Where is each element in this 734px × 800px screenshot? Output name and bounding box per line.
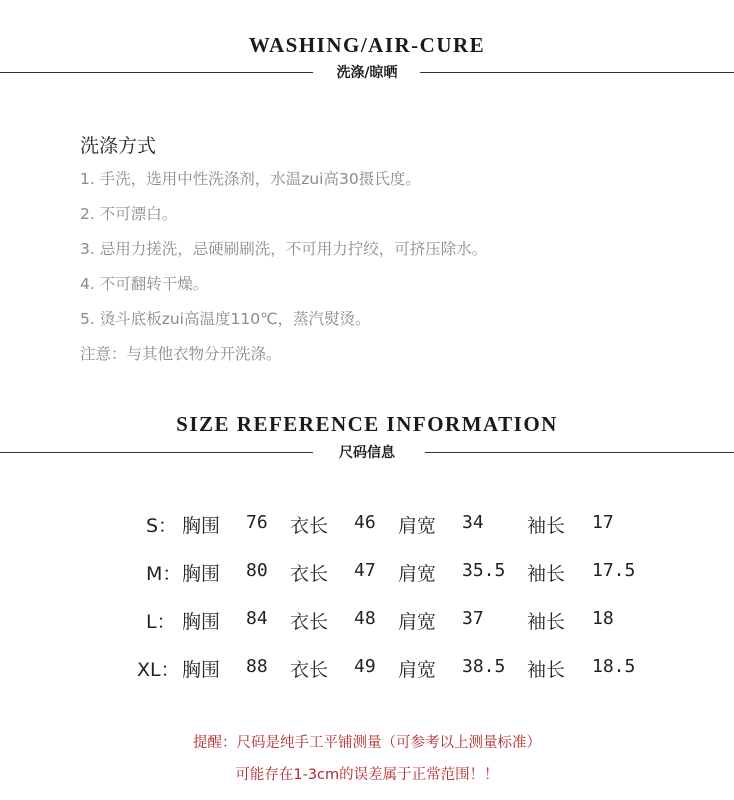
washing-item: 4. 不可翻转干燥。	[80, 275, 209, 293]
length-value: 47	[354, 560, 376, 581]
sleeve-value: 18.5	[592, 656, 636, 677]
shoulder-label: 肩宽	[398, 563, 437, 585]
shoulder-label: 肩宽	[398, 515, 437, 537]
washing-subtitle: 洗涤/晾晒	[336, 65, 398, 81]
chest-label: 胸围	[182, 563, 221, 585]
length-label: 衣长	[290, 611, 329, 633]
washing-method-heading: 洗涤方式	[80, 135, 157, 157]
sleeve-label: 袖长	[527, 659, 566, 681]
size-subtitle-row	[0, 442, 734, 462]
length-label: 衣长	[290, 563, 329, 585]
shoulder-value: 35.5	[462, 560, 506, 581]
length-label: 衣长	[290, 659, 329, 681]
size-divider-right	[425, 452, 734, 453]
length-value: 49	[354, 656, 376, 677]
washing-item: 2. 不可漂白。	[80, 205, 178, 223]
washing-caution: 注意：与其他衣物分开洗涤。	[80, 345, 282, 363]
size-row-m	[0, 559, 734, 589]
size-note-line-2: 可能存在1-3cm的误差属于正常范围！！	[235, 767, 499, 783]
chest-value: 80	[246, 560, 268, 581]
length-label: 衣长	[290, 515, 329, 537]
shoulder-value: 37	[462, 608, 484, 629]
washing-subtitle-row	[0, 62, 734, 82]
size-note-line-1: 提醒：尺码是纯手工平铺测量（可参考以上测量标准）	[193, 735, 541, 751]
size-label: S：	[146, 515, 178, 537]
sleeve-label: 袖长	[527, 563, 566, 585]
chest-label: 胸围	[182, 611, 221, 633]
size-label: L：	[146, 611, 176, 633]
shoulder-value: 38.5	[462, 656, 506, 677]
shoulder-label: 肩宽	[398, 611, 437, 633]
size-row-l	[0, 607, 734, 637]
size-row-s	[0, 511, 734, 541]
size-row-xl	[0, 655, 734, 685]
size-subtitle: 尺码信息	[339, 445, 395, 461]
chest-value: 88	[246, 656, 268, 677]
size-label: M：	[146, 563, 182, 585]
size-section-title: SIZE REFERENCE INFORMATION	[176, 412, 558, 436]
washing-item: 1. 手洗，选用中性洗涤剂，水温zui高30摄氏度。	[80, 170, 421, 188]
chest-value: 84	[246, 608, 268, 629]
chest-label: 胸围	[182, 659, 221, 681]
sleeve-value: 18	[592, 608, 614, 629]
sleeve-value: 17.5	[592, 560, 636, 581]
shoulder-label: 肩宽	[398, 659, 437, 681]
sleeve-value: 17	[592, 512, 614, 533]
washing-divider-right	[420, 72, 734, 73]
washing-item: 5. 烫斗底板zui高温度110℃，蒸汽熨烫。	[80, 310, 371, 328]
washing-item: 3. 忌用力搓洗，忌硬刷刷洗，不可用力拧绞，可挤压除水。	[80, 240, 488, 258]
shoulder-value: 34	[462, 512, 484, 533]
washing-section-title: WASHING/AIR-CURE	[248, 33, 486, 57]
sleeve-label: 袖长	[527, 515, 566, 537]
chest-label: 胸围	[182, 515, 221, 537]
sleeve-label: 袖长	[527, 611, 566, 633]
chest-value: 76	[246, 512, 268, 533]
size-label: XL：	[137, 659, 180, 681]
length-value: 48	[354, 608, 376, 629]
length-value: 46	[354, 512, 376, 533]
